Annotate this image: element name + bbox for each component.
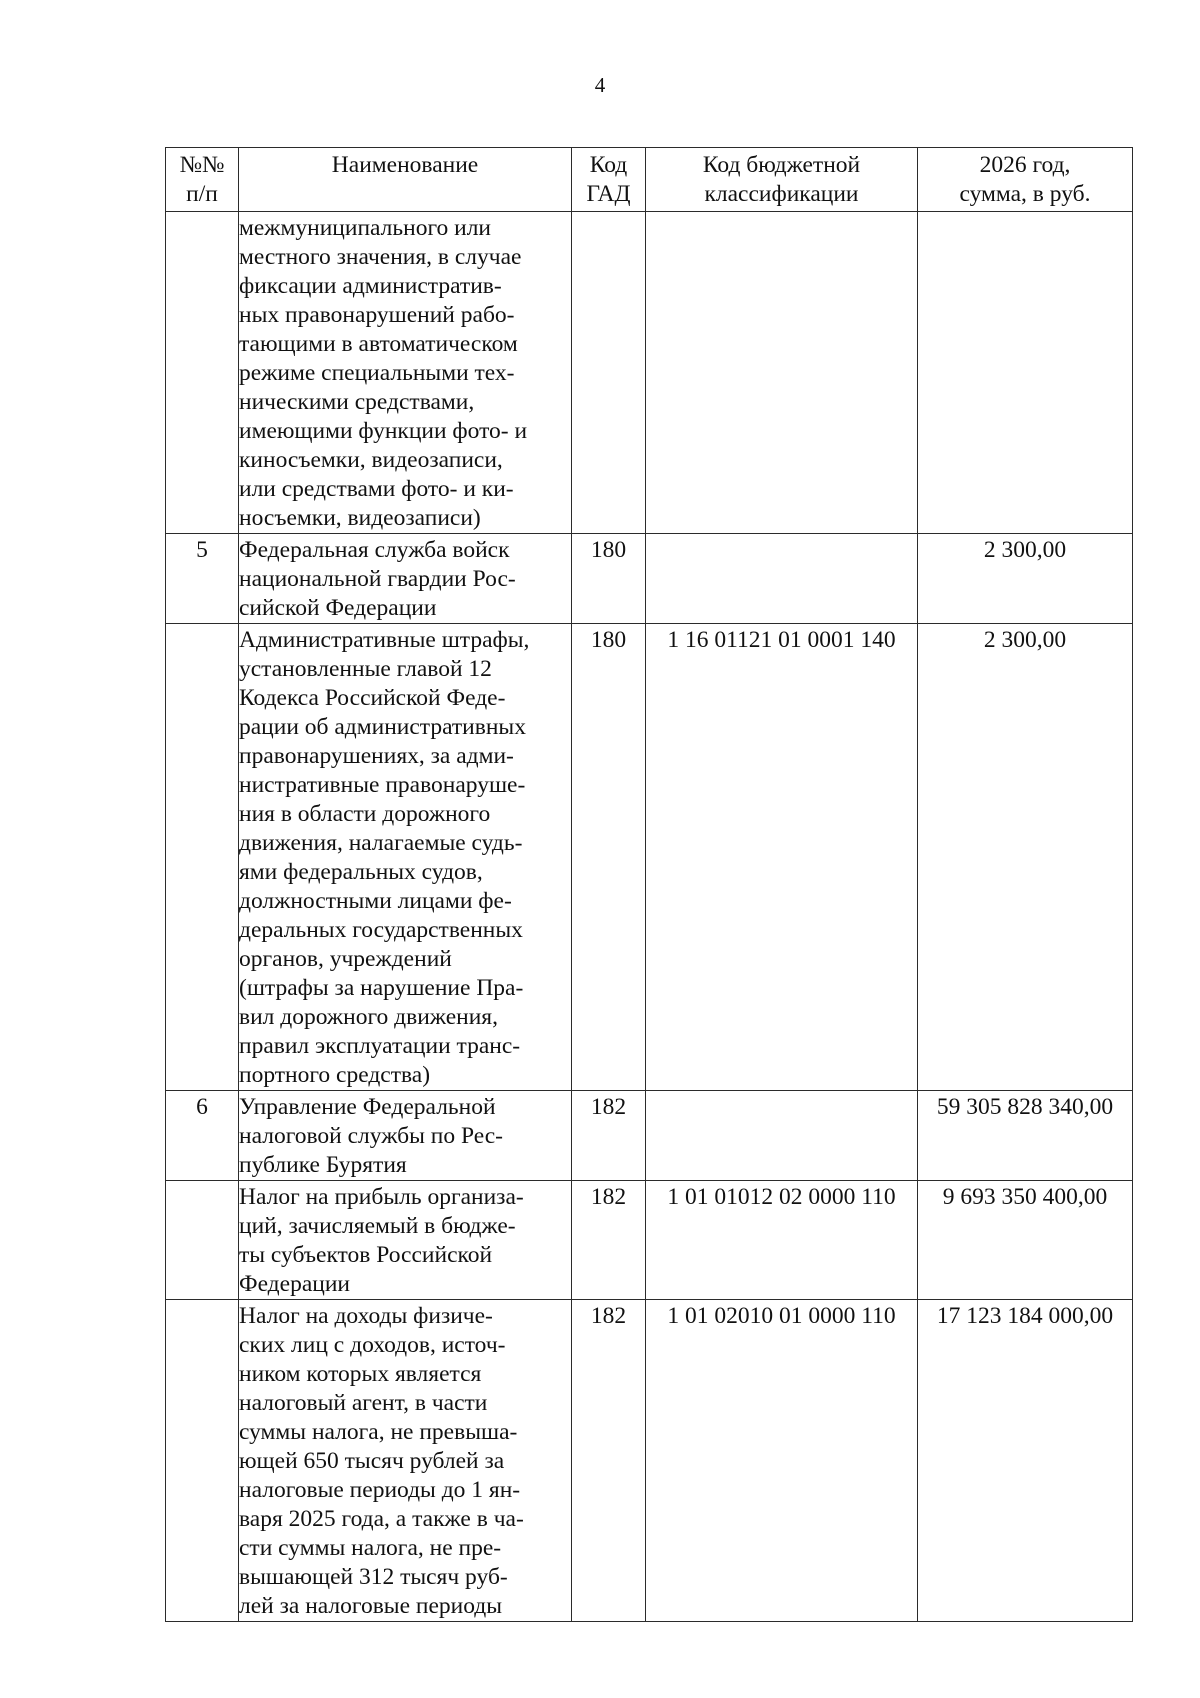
row-number-cell: 5 <box>166 534 239 624</box>
row-gad-code-cell: 182 <box>572 1300 646 1622</box>
table-row <box>166 624 1133 1091</box>
row-name-line: портного средства) <box>239 1062 431 1088</box>
row-name-line: Налог на прибыль организа- <box>239 1184 524 1210</box>
row-name-line: варя 2025 года, а также в ча- <box>239 1506 524 1532</box>
row-name-line: или средствами фото- и ки- <box>239 476 514 502</box>
header-budget-code-line: Код бюджетной <box>702 152 861 178</box>
row-name-line: налоговый агент, в части <box>239 1390 488 1416</box>
row-name-line: налоговой службы по Рес- <box>239 1123 504 1149</box>
table-row <box>166 1181 1133 1300</box>
row-budget-code-cell <box>646 534 918 624</box>
table-header <box>166 148 1133 212</box>
row-name-line: ническими средствами, <box>239 389 475 415</box>
row-gad-code-cell: 180 <box>572 624 646 1091</box>
header-gad-line: Код <box>589 152 628 178</box>
row-name-line: рации об административных <box>239 714 526 740</box>
row-sum-cell: 9 693 350 400,00 <box>918 1181 1133 1300</box>
row-name-line: фиксации административ- <box>239 273 502 299</box>
row-name-line: носъемки, видеозаписи) <box>239 505 481 531</box>
row-name-line: правил эксплуатации транс- <box>239 1033 521 1059</box>
row-name-line: ником которых является <box>239 1361 482 1387</box>
row-number-cell <box>166 624 239 1091</box>
row-name-line: вышающей 312 тысяч руб- <box>239 1564 508 1590</box>
row-name-cell <box>239 1300 572 1622</box>
row-name-line: суммы налога, не превыша- <box>239 1419 518 1445</box>
row-name-line: деральных государственных <box>239 917 523 943</box>
row-sum-cell: 2 300,00 <box>918 624 1133 1091</box>
row-gad-code-cell: 182 <box>572 1091 646 1181</box>
header-gad-line: ГАД <box>586 181 631 207</box>
row-name-line: киносъемки, видеозаписи, <box>239 447 503 473</box>
row-name-cell <box>239 212 572 534</box>
header-number-line: №№ <box>179 152 225 178</box>
row-gad-code-cell: 182 <box>572 1181 646 1300</box>
row-budget-code-cell <box>646 212 918 534</box>
row-name-line: Налог на доходы физиче- <box>239 1303 493 1329</box>
row-name-line: имеющими функции фото- и <box>239 418 528 444</box>
header-name-line: Наименование <box>331 152 479 178</box>
header-budget-code <box>646 148 918 212</box>
row-name-line: должностными лицами фе- <box>239 888 512 914</box>
row-name-line: ций, зачисляемый в бюдже- <box>239 1213 516 1239</box>
row-name-line: Федеральная служба войск <box>239 537 510 563</box>
row-budget-code-cell: 1 16 01121 01 0001 140 <box>646 624 918 1091</box>
row-name-cell <box>239 624 572 1091</box>
row-gad-code-cell: 180 <box>572 534 646 624</box>
header-number-line: п/п <box>186 181 218 207</box>
row-name-line: национальной гвардии Рос- <box>239 566 516 592</box>
header-sum-line: сумма, в руб. <box>959 181 1091 207</box>
row-name-line: нистративные правонаруше- <box>239 772 526 798</box>
header-sum-2026 <box>918 148 1133 212</box>
row-name-line: вил дорожного движения, <box>239 1004 498 1030</box>
table-row <box>166 1091 1133 1181</box>
header-name <box>239 148 572 212</box>
row-name-cell <box>239 534 572 624</box>
row-name-line: ющей 650 тысяч рублей за <box>239 1448 505 1474</box>
header-gad-code <box>572 148 646 212</box>
row-name-line: межмуниципального или <box>239 215 492 241</box>
header-sum-line: 2026 год, <box>979 152 1071 178</box>
row-name-line: ты субъектов Российской <box>239 1242 493 1268</box>
header-budget-code-line: классификации <box>704 181 859 207</box>
page-number: 4 <box>594 73 606 97</box>
row-name-cell <box>239 1091 572 1181</box>
row-name-line: Кодекса Российской Феде- <box>239 685 506 711</box>
row-name-line: установленные главой 12 <box>239 656 492 682</box>
row-name-line: сти суммы налога, не пре- <box>239 1535 502 1561</box>
row-name-line: публике Бурятия <box>239 1152 407 1178</box>
budget-revenue-table <box>165 147 1133 1622</box>
row-name-line: лей за налоговые периоды <box>239 1593 503 1619</box>
row-name-line: правонарушениях, за адми- <box>239 743 514 769</box>
row-name-cell <box>239 1181 572 1300</box>
row-name-line: тающими в автоматическом <box>239 331 518 357</box>
table-row <box>166 534 1133 624</box>
row-name-line: ных правонарушений рабо- <box>239 302 515 328</box>
table-body <box>166 212 1133 1622</box>
table-row <box>166 212 1133 534</box>
row-name-line: сийской Федерации <box>239 595 437 621</box>
row-sum-cell <box>918 212 1133 534</box>
row-name-line: движения, налагаемые судь- <box>239 830 523 856</box>
row-name-line: местного значения, в случае <box>239 244 522 270</box>
row-name-line: ния в области дорожного <box>239 801 491 827</box>
row-name-line: налоговые периоды до 1 ян- <box>239 1477 521 1503</box>
row-number-cell <box>166 212 239 534</box>
table-row <box>166 1300 1133 1622</box>
row-sum-cell: 2 300,00 <box>918 534 1133 624</box>
row-name-line: (штрафы за нарушение Пра- <box>239 975 524 1001</box>
row-budget-code-cell <box>646 1091 918 1181</box>
row-name-line: Административные штрафы, <box>239 627 530 653</box>
row-name-line: органов, учреждений <box>239 946 452 972</box>
row-sum-cell: 17 123 184 000,00 <box>918 1300 1133 1622</box>
header-number <box>166 148 239 212</box>
row-name-line: Управление Федеральной <box>239 1094 496 1120</box>
row-gad-code-cell <box>572 212 646 534</box>
row-name-line: ских лиц с доходов, источ- <box>239 1332 506 1358</box>
row-sum-cell: 59 305 828 340,00 <box>918 1091 1133 1181</box>
row-number-cell <box>166 1300 239 1622</box>
row-budget-code-cell: 1 01 01012 02 0000 110 <box>646 1181 918 1300</box>
row-budget-code-cell: 1 01 02010 01 0000 110 <box>646 1300 918 1622</box>
row-name-line: ями федеральных судов, <box>239 859 483 885</box>
row-name-line: Федерации <box>239 1271 350 1297</box>
row-name-line: режиме специальными тех- <box>239 360 515 386</box>
header-row <box>166 148 1133 212</box>
row-number-cell <box>166 1181 239 1300</box>
row-number-cell: 6 <box>166 1091 239 1181</box>
